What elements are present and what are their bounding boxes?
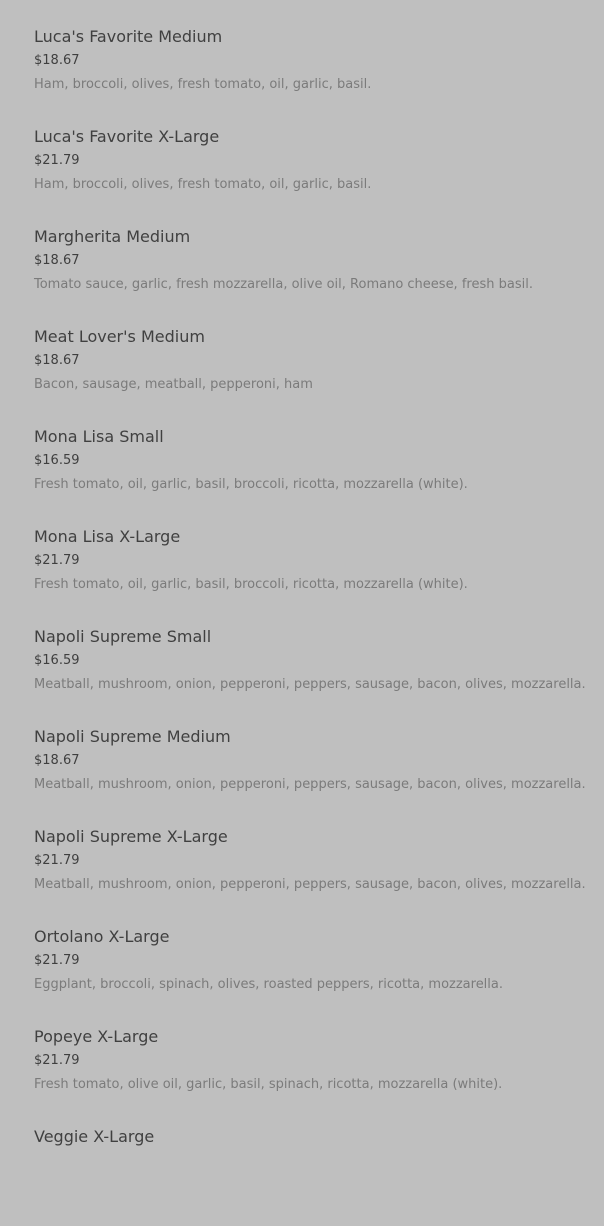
menu-item-lucas-favorite-x-large[interactable] <box>34 126 584 226</box>
item-name: Luca's Favorite X-Large <box>34 127 220 146</box>
item-description: Meatball, mushroom, onion, pepperoni, peppers, sausage, bacon, olives, mozzarella. <box>34 877 586 892</box>
item-price: $18.67 <box>34 53 80 68</box>
item-name: Napoli Supreme Small <box>34 627 212 646</box>
item-price: $16.59 <box>34 653 80 668</box>
menu-item-margherita-medium[interactable] <box>34 226 584 326</box>
item-price: $21.79 <box>34 553 80 568</box>
menu-item-napoli-supreme-x-large[interactable] <box>34 826 584 926</box>
item-name: Ortolano X-Large <box>34 927 170 946</box>
item-description: Ham, broccoli, olives, fresh tomato, oil, garlic, basil. <box>34 177 372 192</box>
item-name: Margherita Medium <box>34 227 191 246</box>
item-name: Mona Lisa Small <box>34 427 164 446</box>
item-name: Napoli Supreme Medium <box>34 727 231 746</box>
menu-item-napoli-supreme-medium[interactable] <box>34 726 584 826</box>
item-price: $18.67 <box>34 253 80 268</box>
item-name: Veggie X-Large <box>34 1127 155 1146</box>
item-price: $18.67 <box>34 353 80 368</box>
menu-item-lucas-favorite-medium[interactable] <box>34 26 584 126</box>
menu-item-meat-lovers-medium[interactable] <box>34 326 584 426</box>
item-price: $21.79 <box>34 1053 80 1068</box>
item-description: Eggplant, broccoli, spinach, olives, roasted peppers, ricotta, mozzarella. <box>34 977 504 992</box>
menu-item-mona-lisa-small[interactable] <box>34 426 584 526</box>
item-description: Fresh tomato, olive oil, garlic, basil, spinach, ricotta, mozzarella (white). <box>34 1077 503 1092</box>
item-name: Mona Lisa X-Large <box>34 527 181 546</box>
item-price: $21.79 <box>34 153 80 168</box>
menu-list <box>34 26 584 1226</box>
menu-item-napoli-supreme-small[interactable] <box>34 626 584 726</box>
menu-item-ortolano-x-large[interactable] <box>34 926 584 1026</box>
item-name: Popeye X-Large <box>34 1027 159 1046</box>
item-name: Meat Lover's Medium <box>34 327 205 346</box>
menu-item-popeye-x-large[interactable] <box>34 1026 584 1126</box>
item-name: Napoli Supreme X-Large <box>34 827 228 846</box>
item-price: $21.79 <box>34 853 80 868</box>
item-description: Ham, broccoli, olives, fresh tomato, oil, garlic, basil. <box>34 77 372 92</box>
item-name: Luca's Favorite Medium <box>34 27 223 46</box>
item-description: Fresh tomato, oil, garlic, basil, broccoli, ricotta, mozzarella (white). <box>34 477 468 492</box>
item-description: Bacon, sausage, meatball, pepperoni, ham <box>34 377 313 392</box>
item-description: Tomato sauce, garlic, fresh mozzarella, olive oil, Romano cheese, fresh basil. <box>34 277 533 292</box>
menu-item-mona-lisa-x-large[interactable] <box>34 526 584 626</box>
item-price: $16.59 <box>34 453 80 468</box>
item-description: Meatball, mushroom, onion, pepperoni, peppers, sausage, bacon, olives, mozzarella. <box>34 677 586 692</box>
item-description: Fresh tomato, oil, garlic, basil, broccoli, ricotta, mozzarella (white). <box>34 577 468 592</box>
item-description: Meatball, mushroom, onion, pepperoni, peppers, sausage, bacon, olives, mozzarella. <box>34 777 586 792</box>
menu-item-veggie-x-large[interactable] <box>34 1126 584 1226</box>
item-price: $21.79 <box>34 953 80 968</box>
item-price: $18.67 <box>34 753 80 768</box>
